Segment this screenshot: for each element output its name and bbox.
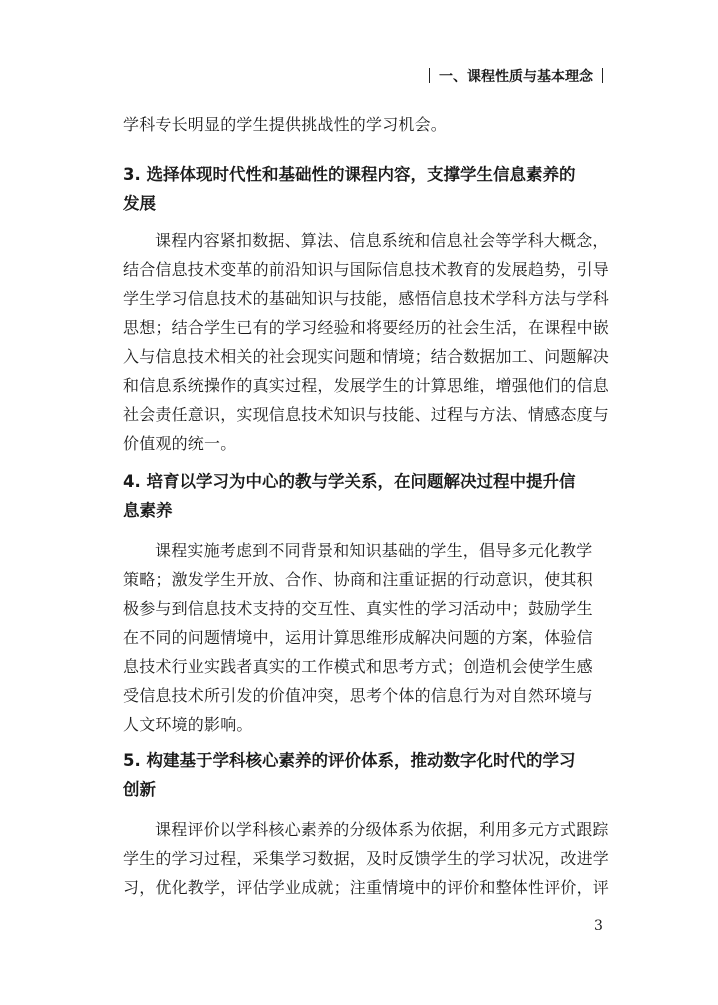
paragraph-line: 极参与到信息技术支持的交互性、真实性的学习活动中；鼓励学生	[123, 599, 593, 618]
section-3-body	[123, 226, 610, 458]
heading-line: 创新	[123, 780, 156, 799]
continuation-paragraph	[123, 110, 603, 139]
paragraph-line: 课程评价以学科核心素养的分级体系为依据，利用多元方式跟踪	[155, 820, 609, 839]
paragraph-line: 入与信息技术相关的社会现实问题和情境；结合数据加工、问题解决	[123, 347, 610, 366]
section-5-body	[123, 815, 610, 902]
section-5-heading	[123, 746, 623, 804]
header-divider-left	[429, 68, 430, 83]
section-4-heading	[123, 467, 623, 525]
paragraph-line: 策略；激发学生开放、合作、协商和注重证据的行动意识，使其积	[123, 570, 593, 589]
heading-line: 3. 选择体现时代性和基础性的课程内容，支撑学生信息素养的	[123, 165, 576, 184]
paragraph-line: 在不同的问题情境中，运用计算思维形成解决问题的方案，体验信	[123, 628, 593, 647]
paragraph-line: 思想；结合学生已有的学习经验和将要经历的社会生活，在课程中嵌	[123, 318, 610, 337]
paragraph-line: 息技术行业实践者真实的工作模式和思考方式；创造机会使学生感	[123, 657, 593, 676]
header-divider-right	[602, 68, 603, 83]
paragraph-line: 学生的学习过程，采集学习数据，及时反馈学生的学习状况，改进学	[123, 849, 610, 868]
paragraph-line: 学生学习信息技术的基础知识与技能，感悟信息技术学科方法与学科	[123, 289, 610, 308]
paragraph-line: 社会责任意识，实现信息技术知识与技能、过程与方法、情感态度与	[123, 405, 610, 424]
paragraph-line: 课程内容紧扣数据、算法、信息系统和信息社会等学科大概念，	[155, 231, 609, 250]
paragraph-line: 习，优化教学，评估学业成就；注重情境中的评价和整体性评价，评	[123, 878, 610, 897]
header-section-title: 一、课程性质与基本理念	[439, 69, 593, 85]
paragraph-line: 和信息系统操作的真实过程，发展学生的计算思维，增强他们的信息	[123, 376, 610, 395]
heading-line: 发展	[123, 194, 156, 213]
paragraph-line: 受信息技术所引发的价值冲突，思考个体的信息行为对自然环境与	[123, 686, 593, 705]
section-3-heading	[123, 160, 623, 218]
paragraph-line: 价值观的统一。	[123, 434, 237, 453]
page-number: 3	[594, 918, 603, 934]
running-header	[420, 67, 610, 87]
heading-line: 4. 培育以学习为中心的教与学关系，在问题解决过程中提升信	[123, 472, 576, 491]
heading-line: 5. 构建基于学科核心素养的评价体系，推动数字化时代的学习	[123, 751, 576, 770]
paragraph-line: 人文环境的影响。	[123, 715, 253, 734]
section-4-body	[123, 536, 603, 739]
paragraph-line: 学科专长明显的学生提供挑战性的学习机会。	[123, 115, 448, 134]
paragraph-line: 课程实施考虑到不同背景和知识基础的学生，倡导多元化教学	[155, 541, 593, 560]
heading-line: 息素养	[123, 501, 173, 520]
paragraph-line: 结合信息技术变革的前沿知识与国际信息技术教育的发展趋势，引导	[123, 260, 610, 279]
